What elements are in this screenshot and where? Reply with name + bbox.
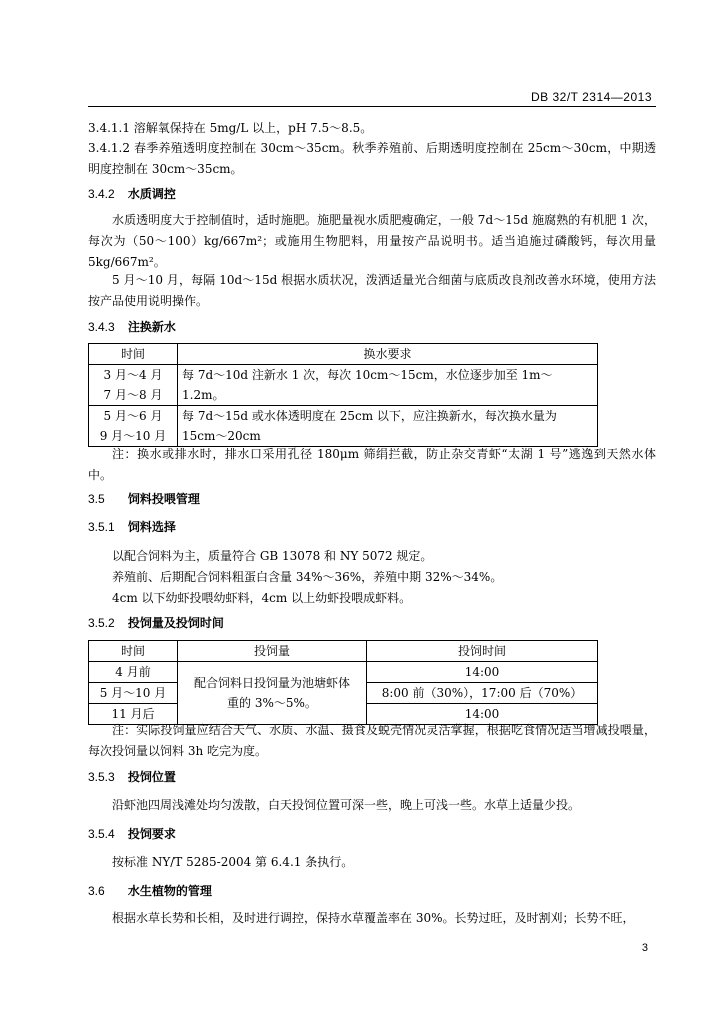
section-number: 3.4.2: [88, 187, 115, 201]
time-line: 5 月～6 月: [103, 409, 163, 423]
feeding-table: [88, 640, 598, 725]
table-cell-time: 11 月后: [89, 704, 178, 725]
page-number: 3: [641, 942, 648, 954]
section-number: 3.5.1: [88, 520, 115, 534]
section-heading-3-5-2: [88, 614, 224, 632]
feed-selection-line: 4cm 以下幼虾投喂幼虾料，4cm 以上幼虾投喂成虾料。: [112, 591, 412, 605]
table-header-row: [89, 344, 598, 365]
time-line: 3 月～4 月: [103, 368, 163, 382]
section-title: 注换新水: [127, 320, 176, 334]
water-exchange-note: 注：换水或排水时，排水口采用孔径 180μm 筛绢拦截，防止杂交青虾“太湖 1 号”逃逸到天然水体中。: [88, 447, 656, 482]
section-heading-3-5-4: [88, 825, 176, 843]
table-row: [89, 662, 598, 683]
time-line: 9 月～10 月: [99, 429, 167, 443]
clause-3-4-1-2: 3.4.1.2 春季养殖透明度控制在 30cm～35cm。秋季养殖前、后期透明度控制在 25cm～30cm，中期透明度控制在 30cm～35cm。: [88, 141, 656, 176]
section-number: 3.5: [88, 492, 105, 506]
header-rule: [88, 106, 656, 107]
water-quality-paragraph-1: 水质透明度大于控制值时，适时施肥。施肥量视水质肥瘦确定，一般 7d～15d 施腐熟的有机肥 1 次，每次为（50～100）kg/667m²；或施用生物肥料，用量按产品说明书。适当追施过磷酸钙，每次用量 5kg/667m²。: [88, 213, 656, 269]
table-cell-requirement: 每 7d～10d 注新水 1 次，每次 10cm～15cm，水位逐步加至 1m～1.2m。: [178, 365, 598, 406]
table-header-cell: 投饲时间: [367, 641, 598, 662]
section-heading-3-4-2: [88, 185, 176, 203]
water-quality-paragraph-2: 5 月～10 月，每隔 10d～15d 根据水质状况，泼洒适量光合细菌与底质改良剂改善水环境，使用方法按产品使用说明操作。: [88, 273, 656, 308]
clause-3-4-1-1: 3.4.1.1 溶解氧保持在 5mg/L 以上，pH 7.5～8.5。: [88, 121, 373, 135]
table-cell-feed-time: 14:00: [367, 704, 598, 725]
table-header-cell: 时间: [89, 641, 178, 662]
table-cell-requirement: 每 7d～15d 或水体透明度在 25cm 以下，应注换新水，每次换水量为 15cm～20cm: [178, 406, 598, 447]
table-row: [89, 365, 598, 406]
table-cell-time: 4 月前: [89, 662, 178, 683]
section-heading-3-5-1: [88, 518, 176, 536]
feed-selection-line: 以配合饲料为主，质量符合 GB 13078 和 NY 5072 规定。: [112, 549, 433, 563]
section-title: 水质调控: [127, 187, 176, 201]
section-title: 投饲量及投饲时间: [127, 616, 224, 630]
water-exchange-table: [88, 343, 598, 447]
table-cell-feed-time: 8:00 前（30%），17:00 后（70%）: [367, 683, 598, 704]
section-number: 3.5.3: [88, 770, 115, 784]
section-title: 饲料投喂管理: [127, 492, 200, 506]
feeding-note: 注：实际投饲量应结合天气、水质、水温、摄食及蜕壳情况灵活掌握，根据吃食情况适当增减投喂量，每次投饲量以饲料 3h 吃完为度。: [88, 723, 656, 758]
table-cell-time: 5 月～10 月: [89, 683, 178, 704]
table-row: [89, 406, 598, 447]
section-heading-3-5: [88, 490, 200, 508]
table-cell-feed-time: 14:00: [367, 662, 598, 683]
table-header-row: [89, 641, 598, 662]
time-line: 7 月～8 月: [103, 388, 163, 402]
section-title: 水生植物的管理: [127, 884, 212, 898]
section-heading-3-4-3: [88, 318, 176, 336]
table-header-cell: 时间: [89, 344, 178, 365]
section-heading-3-5-3: [88, 768, 176, 786]
table-cell-time: [89, 406, 178, 447]
table-header-cell: 换水要求: [178, 344, 598, 365]
document-id-header: DB 32/T 2314—2013: [530, 90, 652, 104]
section-heading-3-6: [88, 882, 212, 900]
feed-selection-line: 养殖前、后期配合饲料粗蛋白含量 34%～36%，养殖中期 32%～34%。: [112, 570, 503, 584]
section-title: 投饲要求: [127, 827, 176, 841]
section-number: 3.6: [88, 884, 105, 898]
table-cell-time: [89, 365, 178, 406]
section-number: 3.4.3: [88, 320, 115, 334]
section-title: 饲料选择: [127, 520, 176, 534]
feeding-location-paragraph: 沿虾池四周浅滩处均匀泼散，白天投饲位置可深一些，晚上可浅一些。水草上适量少投。: [112, 798, 581, 812]
table-header-cell: 投饲量: [178, 641, 367, 662]
feeding-requirement-paragraph: 按标准 NY/T 5285-2004 第 6.4.1 条执行。: [112, 855, 354, 869]
table-cell-amount: 配合饲料日投饲量为池塘虾体重的 3%～5%。: [178, 662, 367, 725]
aquatic-plant-paragraph: 根据水草长势和长相，及时进行调控，保持水草覆盖率在 30%。长势过旺，及时割刈；长势不旺，: [112, 911, 635, 925]
section-number: 3.5.2: [88, 616, 115, 630]
section-title: 投饲位置: [127, 770, 176, 784]
section-number: 3.5.4: [88, 827, 115, 841]
